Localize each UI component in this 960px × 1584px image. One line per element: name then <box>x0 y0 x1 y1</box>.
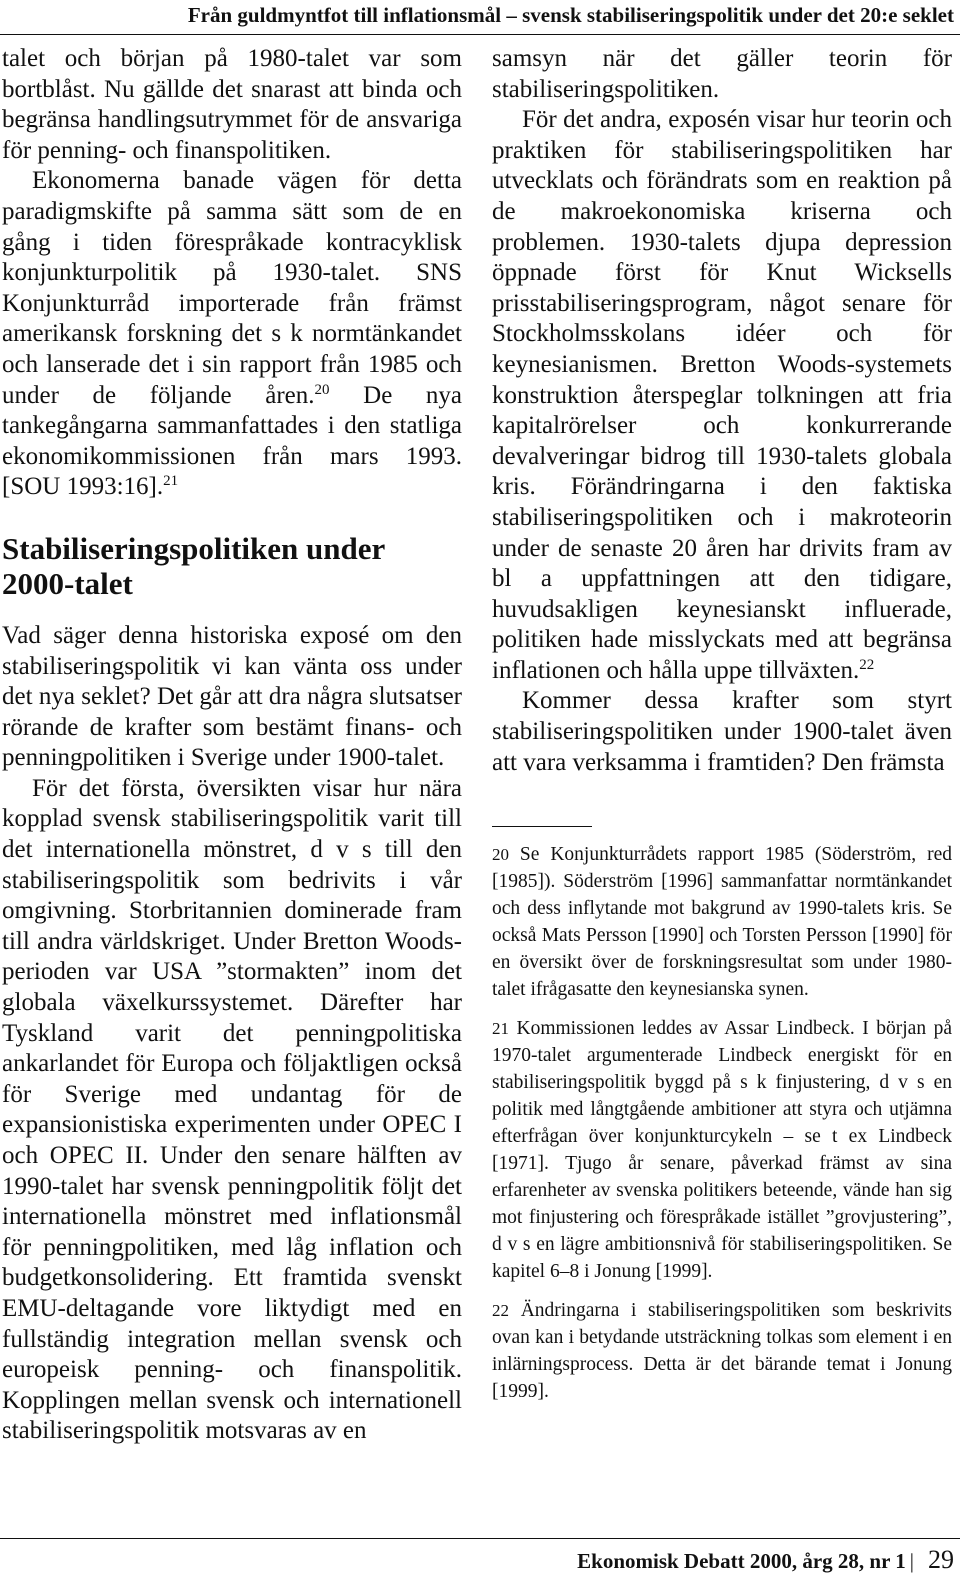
footnote <box>492 1015 952 1285</box>
footnote-ref[interactable]: 22 <box>859 656 875 673</box>
footnote-number: 22 <box>492 1301 509 1321</box>
right-column <box>492 44 952 1417</box>
paragraph-text: För det andra, exposén visar hur teorin och praktiken för stabiliseringspolitiken har utvecklats och förändrats som en reaktion på de makroekonomiska kriserna och problemen. 1930-talets djupa depression öppnade först för Knut Wicksells prisstabiliseringsprogram, något senare för Stockholmsskolans idéer och för keynesianismen. Bretton Woods-systemets konstruktion återspeglar tolkningen att fria kapitalrörelser och konkurrerande devalveringar bidrog till 1930-talets globala kris. Förändringarna i den faktiska stabiliseringspolitiken och i makroteorin under de senaste 20 åren har drivits fram av bl a uppfattningen att den tidigare, huvudsakligen keynesianskt influerade, politiken hade misslyckats med att begränsa inflationen och hålla uppe tillväxten. <box>492 106 952 684</box>
paragraph: Vad säger denna historiska exposé om den stabiliseringspolitik vi kan vänta oss under det nya seklet? Det går att dra några slutsatser rörande de krafter som bestämt finans- och penningpolitiken i Sverige under 1900-talet. <box>2 621 462 772</box>
paragraph <box>2 166 462 503</box>
footnote-ref[interactable]: 20 <box>314 381 330 398</box>
footnote-rule <box>492 826 592 827</box>
journal-citation: Ekonomisk Debatt 2000, årg 28, nr 1 <box>577 1549 906 1573</box>
footnote-text: Ändringarna i stabiliseringspolitiken som beskrivits ovan kan i betydande utsträckning tolkas som element i en inlärningsprocess. Detta är det bärande temat i Jonung [1999]. <box>492 1300 953 1403</box>
footnotes <box>492 841 952 1405</box>
running-header: Från guldmyntfot till inflationsmål – svensk stabiliseringspolitik under det 20:e seklet <box>187 3 954 27</box>
footer-divider: | <box>909 1549 914 1573</box>
footnote-ref[interactable]: 21 <box>163 473 179 490</box>
paragraph: talet och början på 1980-talet var som bortblåst. Nu gällde det snarast att binda och begränsa handlingsutrymmet för de ansvariga för penning- och finanspolitiken. <box>2 45 462 164</box>
page-number: 29 <box>928 1545 954 1574</box>
section-heading: Stabiliseringspolitiken under 2000-talet <box>2 530 385 601</box>
header-rule <box>0 34 960 35</box>
footnote-number: 20 <box>492 845 509 865</box>
paragraph-text: Ekonomerna banade vägen för detta paradigmskifte på samma sätt som de en gång i tiden förespråkade kontracyklisk konjunkturpolitik på 1930-talet. SNS Konjunkturråd importerade från främst amerikansk forskning det s k normtänkandet och lanserade det i sin rapport från 1985 och under de följande åren. <box>2 167 462 409</box>
footnote <box>492 841 952 1003</box>
paragraph: samsyn när det gäller teorin för stabiliseringspolitiken. <box>492 45 952 103</box>
left-column <box>2 44 462 1447</box>
paragraph <box>492 105 952 686</box>
footnote <box>492 1297 952 1405</box>
footnote-number: 21 <box>492 1019 509 1039</box>
footnote-text: Se Konjunkturrådets rapport 1985 (Söderström, red [1985]). Söderström [1996] sammanfattar normtänkandet och dess inflytande mot bakgrund av 1990-talets kris. Se också Mats Persson [1990] och Torsten Persson [1990] för en översikt över de forskningsresultat som under 1980-talet ifrågasatte den keynesianska synen. <box>492 844 952 1001</box>
paragraph: Kommer dessa krafter som styrt stabiliseringspolitiken under 1900-talet även att vara verksamma i framtiden? Den främsta <box>492 687 952 776</box>
paragraph-text: De nya tankegångarna sammanfattades i den statliga ekonomikommissionen från mars 1993. [SOU 1993:16]. <box>2 381 462 501</box>
footnote-text: Kommissionen leddes av Assar Lindbeck. I början på 1970-talet argumenterade Lindbeck energiskt för en stabiliseringspolitik byggd på s k finjustering, d v s en politik med långtgående ambitioner att styra och utjämna efterfrågan över konjunkturcykeln – se t ex Lindbeck [1971]. Tjugo år senare, påverkad främst av sina erfarenheter av svenska politikers beteende, vände han sig mot finjustering och förespråkade istället ”grovjustering”, d v s en lägre ambitionsnivå för stabiliseringspolitiken. Se kapitel 6–8 i Jonung [1999]. <box>492 1018 952 1283</box>
footer-rule <box>0 1538 960 1539</box>
paragraph: För det första, översikten visar hur nära kopplad svensk stabiliseringspolitik varit till det internationella mönstret, d v s till den stabiliseringspolitik som bedrivits i vår omgivning. Storbritannien dominerade fram till andra världskriget. Under Bretton Woods-perioden var USA ”stormakten” inom det globala växelkurssystemet. Därefter har Tyskland varit det penningpolitiska ankarlandet för Europa och följaktligen också för Sverige med undantag för de expansionistiska experimenten under OPEC I och OPEC II. Under den senare hälften av 1990-talet har svensk penningpolitik följt det internationella mönstret med inflationsmål för penningpolitiken, med låg inflation och budgetkonsolidering. Ett framtida svenskt EMU-deltagande vore liktydigt med en fullständig integration mellan svensk och europeisk penning- och finanspolitik. Kopplingen mellan svensk och internationell stabiliseringspolitik motsvaras av en <box>2 774 462 1445</box>
page-footer <box>577 1545 954 1576</box>
